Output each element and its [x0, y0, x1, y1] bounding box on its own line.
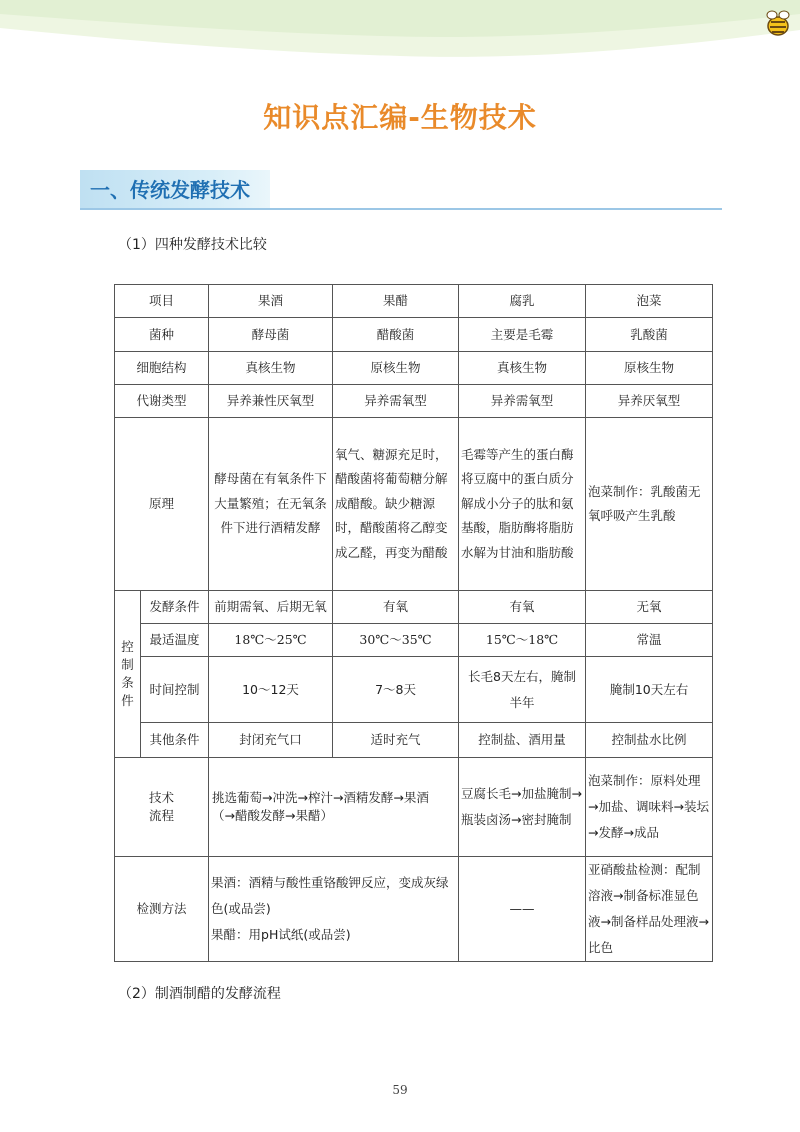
table-row-detection: [115, 857, 713, 962]
fermentation-comparison-table: [114, 284, 713, 962]
table-cell: 异养兼性厌氧型: [209, 385, 333, 418]
process-pickle: 泡菜制作：原料处理→加盐、调味料→装坛→发酵→成品: [586, 758, 713, 857]
table-cell: 酵母菌: [209, 318, 333, 352]
row-label: 检测方法: [115, 857, 209, 962]
row-label: 代谢类型: [115, 385, 209, 418]
table-cell: 无氧: [586, 591, 713, 624]
table-cell: 异养需氧型: [333, 385, 459, 418]
table-cell: 有氧: [333, 591, 459, 624]
table-cell: 有氧: [459, 591, 586, 624]
table-row-process: [115, 758, 713, 857]
process-wine-vinegar: [209, 758, 459, 857]
table-cell: 乳酸菌: [586, 318, 713, 352]
table-row-principle: [115, 418, 713, 591]
detection-wine: 果酒：酒精与酸性重铬酸钾反应，变成灰绿色(或品尝): [211, 875, 449, 916]
subsection-title-2: （2）制酒制醋的发酵流程: [118, 986, 281, 1002]
table-cell: 10～12天: [209, 657, 333, 723]
process-sufu: 豆腐长毛→加盐腌制→瓶装卤汤→密封腌制: [459, 758, 586, 857]
process-wine-line: 挑选葡萄→冲洗→榨汁→酒精发酵→果酒: [212, 790, 429, 805]
header-vinegar: 果醋: [333, 285, 459, 318]
row-label: 时间控制: [141, 657, 209, 723]
row-label: 其他条件: [141, 723, 209, 758]
detection-vinegar: 果醋：用pH试纸(或品尝): [211, 927, 351, 942]
table-row-optimal-temp: [115, 624, 713, 657]
table-cell: 真核生物: [209, 352, 333, 385]
table-cell: 异养需氧型: [459, 385, 586, 418]
page-number: 59: [392, 1083, 408, 1097]
page-title: 知识点汇编-生物技术: [263, 101, 537, 134]
bee-logo-icon: [760, 6, 796, 42]
table-cell: 原核生物: [333, 352, 459, 385]
row-label: 细胞结构: [115, 352, 209, 385]
section-title: 一、传统发酵技术: [90, 178, 250, 202]
process-label-line-2: 流程: [149, 808, 175, 823]
header-wine: 果酒: [209, 285, 333, 318]
table-cell: 异养厌氧型: [586, 385, 713, 418]
header-wave-decoration: [0, 0, 800, 60]
header-pickle: 泡菜: [586, 285, 713, 318]
control-condition-label: [115, 591, 141, 758]
table-cell: 7～8天: [333, 657, 459, 723]
table-cell: 30℃～35℃: [333, 624, 459, 657]
subsection-title-1: （1）四种发酵技术比较: [118, 237, 267, 253]
table-row-strain: [115, 318, 713, 352]
table-row-time-control: [115, 657, 713, 723]
row-label: 原理: [115, 418, 209, 591]
table-header-row: [115, 285, 713, 318]
principle-vinegar: 氧气、糖源充足时，醋酸菌将葡萄糖分解成醋酸。缺少糖源时，醋酸菌将乙醇变成乙醛，再变为醋酸: [333, 418, 459, 591]
table-cell: 真核生物: [459, 352, 586, 385]
control-condition-text: 控制条件: [121, 639, 134, 708]
principle-sufu: 毛霉等产生的蛋白酶将豆腐中的蛋白质分解成小分子的肽和氨基酸，脂肪酶将脂肪水解为甘油和脂肪酸: [459, 418, 586, 591]
table-cell: 适时充气: [333, 723, 459, 758]
table-cell: 前期需氧、后期无氧: [209, 591, 333, 624]
table-cell: 醋酸菌: [333, 318, 459, 352]
table-cell: 封闭充气口: [209, 723, 333, 758]
row-label: 最适温度: [141, 624, 209, 657]
process-vinegar-line: （→醋酸发酵→果醋）: [212, 808, 333, 823]
row-label: 菌种: [115, 318, 209, 352]
table-row-ferment-condition: [115, 591, 713, 624]
section-underline: [80, 208, 722, 210]
table-cell: 15℃～18℃: [459, 624, 586, 657]
row-label-process: [115, 758, 209, 857]
principle-wine: 酵母菌在有氧条件下大量繁殖；在无氧条件下进行酒精发酵: [209, 418, 333, 591]
table-row-other-condition: [115, 723, 713, 758]
table-cell: 控制盐水比例: [586, 723, 713, 758]
table-row-cell-structure: [115, 352, 713, 385]
table-cell: 主要是毛霉: [459, 318, 586, 352]
table-cell: 原核生物: [586, 352, 713, 385]
row-label: 发酵条件: [141, 591, 209, 624]
process-label-line-1: 技术: [149, 790, 175, 805]
header-item: 项目: [115, 285, 209, 318]
table-row-metabolism: [115, 385, 713, 418]
table-cell: 腌制10天左右: [586, 657, 713, 723]
principle-pickle: 泡菜制作：乳酸菌无氧呼吸产生乳酸: [586, 418, 713, 591]
table-cell: 控制盐、酒用量: [459, 723, 586, 758]
detection-sufu: ——: [459, 857, 586, 962]
table-cell: 18℃～25℃: [209, 624, 333, 657]
header-sufu: 腐乳: [459, 285, 586, 318]
table-cell: 长毛8天左右，腌制半年: [459, 657, 586, 723]
detection-wine-vinegar: [209, 857, 459, 962]
table-cell: 常温: [586, 624, 713, 657]
detection-pickle: 亚硝酸盐检测：配制溶液→制备标准显色液→制备样品处理液→比色: [586, 857, 713, 962]
